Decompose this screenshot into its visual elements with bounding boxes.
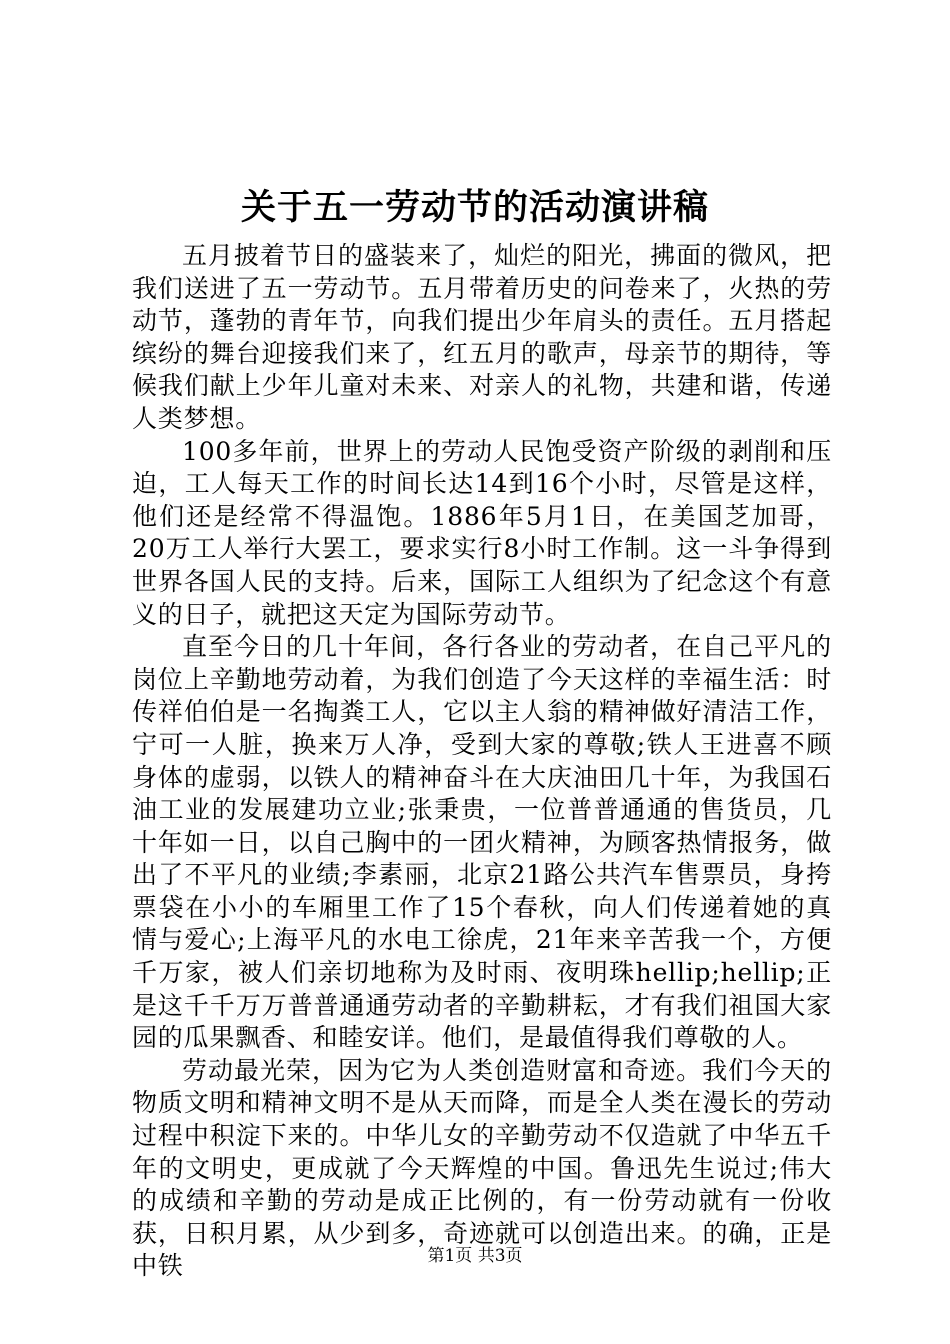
paragraph-1: 五月披着节日的盛装来了，灿烂的阳光，拂面的微风，把我们送进了五一劳动节。五月带着历史的问卷来了，火热的劳动节，蓬勃的青年节，向我们提出少年肩头的责任。五月搭起缤纷的舞台迎接我们来了，红五月的歌声，母亲节的期待，等候我们献上少年儿童对未来、对亲人的礼物，共建和谐，传递人类梦想。 [132, 241, 832, 433]
paragraph-3: 直至今日的几十年间，各行各业的劳动者，在自己平凡的岗位上辛勤地劳动着，为我们创造了今天这样的幸福生活：时传祥伯伯是一名掏粪工人，它以主人翁的精神做好清洁工作，宁可一人脏，换来万人净，受到大家的尊敬;铁人王进喜不顾身体的虚弱，以铁人的精神奋斗在大庆油田几十年，为我国石油工业的发展建功立业;张秉贵，一位普普通通的售货员，几十年如一日，以自己胸中的一团火精神，为顾客热情报务，做出了不平凡的业绩;李素丽，北京21路公共汽车售票员，身挎票袋在小小的车厢里工作了15个春秋，向人们传递着她的真情与爱心;上海平凡的水电工徐虎，21年来辛苦我一个，方便千万家，被人们亲切地称为及时雨、夜明珠hellip;hellip;正是这千千万万普普通通劳动者的辛勤耕耘，才有我们祖国大家园的瓜果飘香、和睦安详。他们，是最值得我们尊敬的人。 [132, 632, 832, 1053]
paragraph-2: 100多年前，世界上的劳动人民饱受资产阶级的剥削和压迫，工人每天工作的时间长达14到16个小时，尽管是这样，他们还是经常不得温饱。1886年5月1日，在美国芝加哥，20万工人举行大罢工，要求实行8小时工作制。这一斗争得到世界各国人民的支持。后来，国际工人组织为了纪念这个有意义的日子，就把这天定为国际劳动节。 [132, 436, 832, 629]
paragraph-4: 劳动最光荣，因为它为人类创造财富和奇迹。我们今天的物质文明和精神文明不是从天而降，而是全人类在漫长的劳动过程中积淀下来的。中华儿女的辛勤劳动不仅造就了中华五千年的文明史，更成就了今天辉煌的中国。鲁迅先生说过;伟大的成绩和辛勤的劳动是成正比例的，有一份劳动就有一份收获，日积月累，从少到多，奇迹就可以创造出来。的确，正是中铁 [132, 1055, 832, 1281]
document-title: 关于五一劳动节的活动演讲稿 [240, 187, 709, 228]
page-number-footer: 第1页 共3页 [427, 1246, 523, 1266]
document-body [132, 240, 832, 1283]
